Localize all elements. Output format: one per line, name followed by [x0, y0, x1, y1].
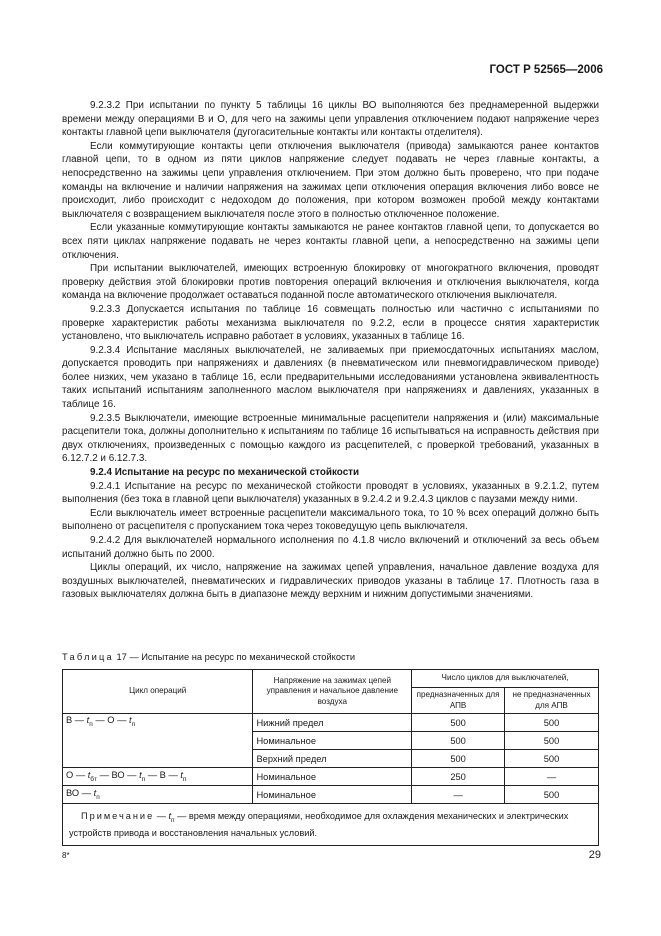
header-non-apv: не предназначенных для АПВ — [505, 688, 599, 714]
header-count-group: Число циклов для выключателей, — [412, 670, 599, 688]
section-heading: 9.2.4 Испытание на ресурс по механической стойкости — [90, 467, 360, 479]
voltage-cell: Нижний предел — [253, 714, 412, 732]
table-caption — [62, 652, 355, 662]
table-note: Примечание — $t_п$ — время между операциями, необходимое для охлаждения механических и электрических устройств привода и восстановления начальных условий. — [63, 804, 599, 846]
voltage-cell: Верхний предел — [253, 750, 412, 768]
cycle-cell: О — $t_{бт}$ — ВО — $t_п$ — В — $t_п$ — [63, 768, 253, 786]
paragraph: 9.2.3.2 При испытании по пункту 5 таблицы 16 циклы ВО выполняются без преднамеренной выдержки времени между операциями В и О, для чего на зажимы цепи управления отключением подают напряжение через контакты главной цепи выключателя (дугогасительные контакты или контакты отделителя). — [62, 100, 599, 139]
paragraph: 9.2.4.1 Испытание на ресурс по механической стойкости проводят в условиях, указанных в 9.2.1.2, путем выполнения (без тока в главной цепи выключателя) указанных в 9.2.4.2 и 9.2.4.3 циклов с паузами между ними. — [62, 480, 599, 506]
paragraph: Если выключатель имеет встроенные расцепители максимального тока, то 10 % всех операций должно быть выполнено от расцепителя с пропусканием тока через токоведущую цепь выключателя. — [62, 507, 599, 533]
voltage-cell: Номинальное — [253, 732, 412, 750]
cycle-cell: В — $t_п$ — О — $t_п$ — [63, 714, 253, 768]
cycles-table — [62, 669, 599, 846]
table-caption-word: Таблица — [62, 652, 114, 662]
voltage-cell: Номинальное — [253, 768, 412, 786]
paragraph: Если коммутирующие контакты цепи отключения выключателя (привода) замыкаются ранее контактов главной цепи, то в одном из пяти циклов напряжение следует подавать не через главные контакты, а непосредственно на зажимы цепи управления отключением. При этом должно быть проверено, что при подаче команды на включение и наличии напряжения на зажимах цепи отключения операция включения либо вовсе не происходит, либо происходит с недоходом до положения, при котором возможен пробой между контактами выключателя с возвращением выключателя после этого в полностью отключенное положение. — [62, 140, 599, 220]
header-cycle: Цикл операций — [63, 670, 253, 714]
apv-cell: 500 — [412, 714, 505, 732]
paragraph: Если указанные коммутирующие контакты замыкаются не ранее контактов главной цепи, то допускается во всех пяти циклах напряжение подавать не через контакты главной цепи, а непосредственно на зажимы цепи отключения. — [62, 222, 599, 261]
document-code: ГОСТ Р 52565—2006 — [489, 64, 603, 76]
note-text: — время между операциями, необходимое для охлаждения механических и электрических устройств привода и восстановления начальных условий. — [69, 811, 569, 839]
paragraph: 9.2.3.3 Допускается испытания по таблице 16 совмещать полностью или частично с испытаниями по проверке характеристик работы механизма выключателя по 9.2.2, если в процессе снятия характеристик установлено, что выключатель исправно работает в условиях, указанных в таблице 16. — [62, 303, 599, 343]
paragraph: 9.2.3.4 Испытание масляных выключателей, не заливаемых при приемосдаточных испытаниях маслом, допускается проводить при напряжениях и давлениях (в пневматическом или пневмогидравлическом приводе) более низких, чем указано в таблице 16, если предварительными исследованиями установлена эквивалентность таких испытаний испытаниям заполненного маслом выключателя при напряжениях и давлениях, указанных в таблице 16. — [62, 344, 599, 411]
paragraph: 9.2.3.5 Выключатели, имеющие встроенные минимальные расцепители напряжения и (или) максимальные расцепители тока, должны дополнительно к испытаниям по таблице 16 испытываться на исправность действия при двух отключениях, произведенных с помощью каждого из расцепителей, с проверкой требований, указанных в 6.12.7.2 и 6.12.7.3. — [62, 412, 599, 465]
non-apv-cell: 500 — [505, 714, 599, 732]
apv-cell: 250 — [412, 768, 505, 786]
apv-cell: 500 — [412, 732, 505, 750]
sheet-mark: 8* — [62, 851, 70, 860]
body-text — [62, 99, 599, 602]
table-caption-title: 17 — Испытание на ресурс по механической стойкости — [113, 652, 356, 662]
voltage-cell: Номинальное — [253, 786, 412, 804]
cycle-cell: ВО — $t_п$ — [63, 786, 253, 804]
non-apv-cell: — — [505, 768, 599, 786]
apv-cell: 500 — [412, 750, 505, 768]
header-apv: предназначенных для АПВ — [412, 688, 505, 714]
note-word: Примечание — [81, 811, 155, 821]
apv-cell: — — [412, 786, 505, 804]
paragraph: Циклы операций, их число, напряжение на зажимах цепей управления, начальное давление воздуха для воздушных выключателей, пневматических и гидравлических приводов указаны в таблице 17. Плотность газа в газовых выключателях должна быть в диапазоне между верхним и нижним допустимыми значениями. — [62, 562, 599, 601]
header-voltage: Напряжение на зажимах цепей управления и начальное давление воздуха — [253, 670, 412, 714]
page-number: 29 — [588, 849, 601, 861]
non-apv-cell: 500 — [505, 750, 599, 768]
paragraph: При испытании выключателей, имеющих встроенную блокировку от многократного включения, проводят проверку действия этой блокировки против повторения операций включения и отключения выключателя, когда команда на включение продолжает оставаться поданной после автоматического отключения выключателя. — [62, 263, 599, 302]
paragraph: 9.2.4.2 Для выключателей нормального исполнения по 4.1.8 число включений и отключений за весь объем испытаний должно быть по 2000. — [62, 535, 599, 560]
non-apv-cell: 500 — [505, 786, 599, 804]
non-apv-cell: 500 — [505, 732, 599, 750]
